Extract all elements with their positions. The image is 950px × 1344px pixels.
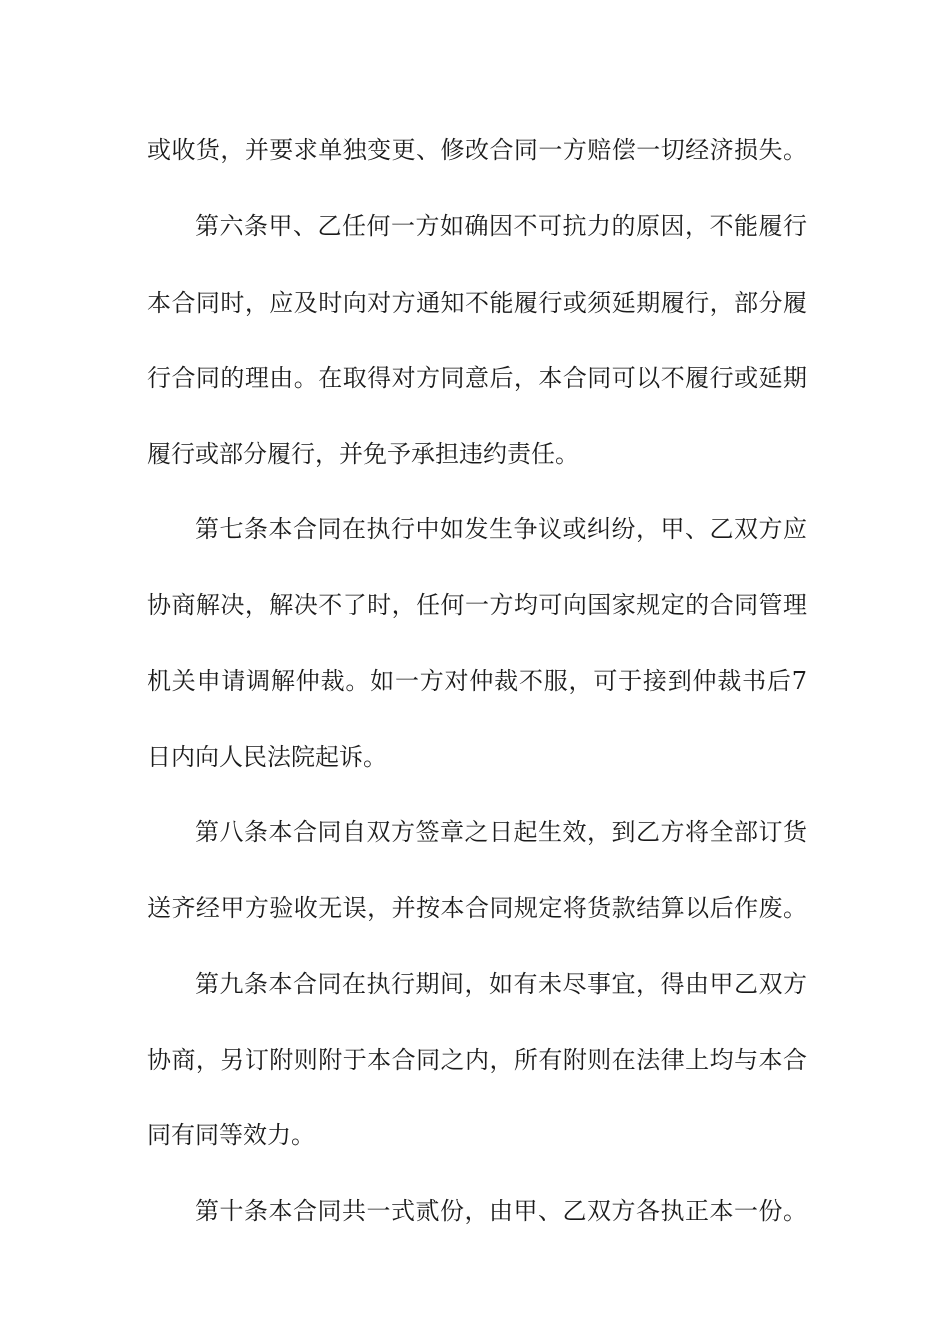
text-line: 履行或部分履行，并免予承担违约责任。 [147,440,579,468]
text-line: 同有同等效力。 [147,1121,315,1149]
text-line: 第八条本合同自双方签章之日起生效，到乙方将全部订货 [195,818,807,846]
text-line: 或收货，并要求单独变更、修改合同一方赔偿一切经济损失。 [147,136,807,164]
text-line: 第九条本合同在执行期间，如有未尽事宜，得由甲乙双方 [195,970,807,998]
text-line: 第七条本合同在执行中如发生争议或纠纷，甲、乙双方应 [195,515,807,543]
text-line: 日内向人民法院起诉。 [147,743,387,771]
text-line: 机关申请调解仲裁。如一方对仲裁不服，可于接到仲裁书后7 [147,667,807,695]
text-line: 行合同的理由。在取得对方同意后，本合同可以不履行或延期 [147,364,807,392]
text-line: 本合同时，应及时向对方通知不能履行或须延期履行，部分履 [147,289,807,317]
text-line: 协商，另订附则附于本合同之内，所有附则在法律上均与本合 [147,1046,807,1074]
text-line: 送齐经甲方验收无误，并按本合同规定将货款结算以后作废。 [147,894,807,922]
text-line: 第六条甲、乙任何一方如确因不可抗力的原因，不能履行 [195,212,807,240]
text-line: 第十条本合同共一式贰份，由甲、乙双方各执正本一份。 [195,1197,807,1225]
text-line: 协商解决，解决不了时，任何一方均可向国家规定的合同管理 [147,591,807,619]
